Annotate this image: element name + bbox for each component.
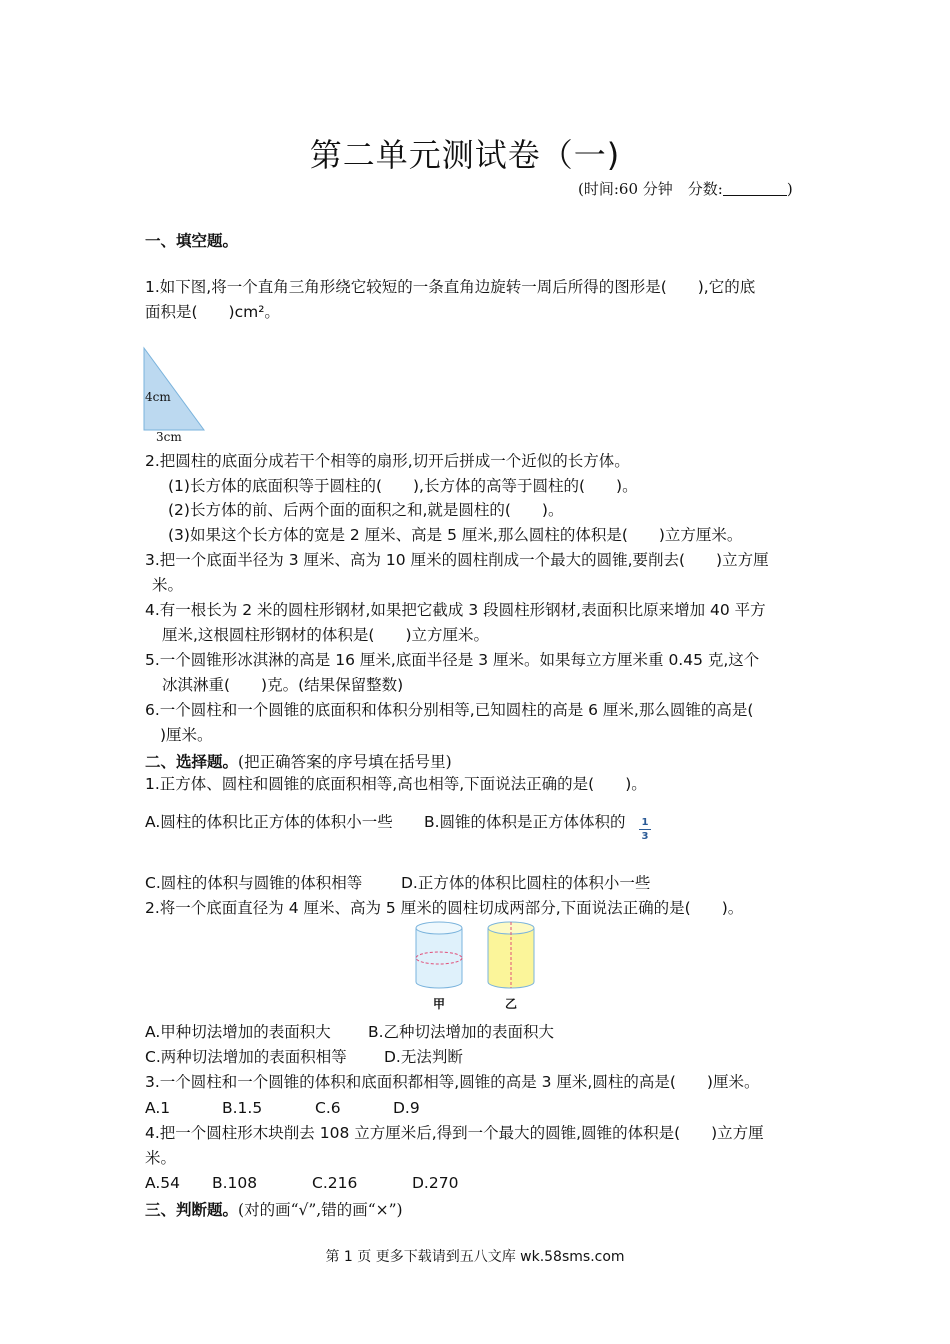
s1-q5-line1: 5.一个圆锥形冰淇淋的高是 16 厘米,底面半径是 3 厘米。如果每立方厘米重 0.45 克,这个 xyxy=(145,651,760,669)
s2-q3: 3.一个圆柱和一个圆锥的体积和底面积都相等,圆锥的高是 3 厘米,圆柱的高是( )厘米。 xyxy=(145,1073,760,1091)
s1-q1-line1: 1.如下图,将一个直角三角形绕它较短的一条直角边旋转一周后所得的图形是( ),它的底 xyxy=(145,278,756,296)
s2-q2-option-c: C.两种切法增加的表面积相等 xyxy=(145,1048,347,1066)
score-blank xyxy=(723,181,787,196)
s2-q1: 1.正方体、圆柱和圆锥的底面积相等,高也相等,下面说法正确的是( )。 xyxy=(145,775,647,793)
s2-q2-option-a: A.甲种切法增加的表面积大 xyxy=(145,1023,331,1041)
cylinder-a xyxy=(416,922,462,988)
s2-q3-option-c: C.6 xyxy=(315,1099,341,1117)
cylinder-b-label: 乙 xyxy=(505,997,518,1011)
s1-q2-sub1: (1)长方体的底面积等于圆柱的( ),长方体的高等于圆柱的( )。 xyxy=(168,477,638,495)
triangle-height-label: 4cm xyxy=(145,390,171,404)
s1-q2-sub2: (2)长方体的前、后两个面的面积之和,就是圆柱的( )。 xyxy=(168,501,564,519)
s1-q3-line1: 3.把一个底面半径为 3 厘米、高为 10 厘米的圆柱削成一个最大的圆锥,要削去( )立方厘 xyxy=(145,551,769,569)
s2-q4-option-d: D.270 xyxy=(412,1174,459,1192)
triangle-base-label: 3cm xyxy=(156,430,182,444)
time-score-line xyxy=(578,178,793,199)
section-3-title: 三、判断题。 xyxy=(145,1201,239,1219)
right-triangle-shape xyxy=(144,348,204,430)
section-3-heading xyxy=(145,1198,403,1220)
s1-q2-line1: 2.把圆柱的底面分成若干个相等的扇形,切开后拼成一个近似的长方体。 xyxy=(145,452,630,470)
cylinder-a-label: 甲 xyxy=(433,997,446,1011)
s1-q4-line2: 厘米,这根圆柱形钢材的体积是( )立方厘米。 xyxy=(162,626,490,644)
s1-q4-line1: 4.有一根长为 2 米的圆柱形钢材,如果把它截成 3 段圆柱形钢材,表面积比原来增加 40 平方 xyxy=(145,601,766,619)
s2-q1-option-c: C.圆柱的体积与圆锥的体积相等 xyxy=(145,874,363,892)
page-title: 第二单元测试卷（一) xyxy=(309,136,621,174)
s2-q3-option-a: A.1 xyxy=(145,1099,171,1117)
s2-q3-option-d: D.9 xyxy=(393,1099,420,1117)
s1-q2-sub3: (3)如果这个长方体的宽是 2 厘米、高是 5 厘米,那么圆柱的体积是( )立方厘米。 xyxy=(168,526,743,544)
section-3-note: (对的画“√”,错的画“×”) xyxy=(238,1201,403,1219)
meta-prefix: (时间:60 分钟 分数: xyxy=(578,180,723,198)
right-triangle-figure xyxy=(140,344,210,434)
s2-q4-option-c: C.216 xyxy=(312,1174,358,1192)
s2-q4-option-a: A.54 xyxy=(145,1174,180,1192)
fraction-bar xyxy=(639,829,651,830)
s1-q1-line2: 面积是( )cm²。 xyxy=(145,303,280,321)
s2-q3-option-b: B.1.5 xyxy=(222,1099,263,1117)
s2-q4-option-b: B.108 xyxy=(212,1174,258,1192)
s1-q6-line1: 6.一个圆柱和一个圆锥的底面积和体积分别相等,已知圆柱的高是 6 厘米,那么圆锥的高是( xyxy=(145,701,754,719)
fraction-numerator: 1 xyxy=(641,817,649,828)
s2-q4-line1: 4.把一个圆柱形木块削去 108 立方厘米后,得到一个最大的圆锥,圆锥的体积是( )立方厘 xyxy=(145,1124,764,1142)
s1-q5-line2: 冰淇淋重( )克。(结果保留整数) xyxy=(162,676,404,694)
cylinder-b xyxy=(488,922,534,988)
s2-q4-line2: 米。 xyxy=(145,1149,177,1167)
s2-q1-option-a: A.圆柱的体积比正方体的体积小一些 xyxy=(145,813,393,831)
meta-suffix: ) xyxy=(786,180,793,198)
section-2-heading xyxy=(145,750,452,772)
s2-q1-option-d: D.正方体的体积比圆柱的体积小一些 xyxy=(401,874,651,892)
s1-q6-line2: )厘米。 xyxy=(160,726,213,744)
s1-q3-line2: 米。 xyxy=(152,576,184,594)
page-footer: 第 1 页 更多下载请到五八文库 wk.58sms.com xyxy=(325,1249,625,1265)
one-third-fraction xyxy=(639,817,651,842)
s2-q1-option-b: B.圆锥的体积是正方体体积的 xyxy=(424,813,626,831)
section-1-heading: 一、填空题。 xyxy=(145,232,239,250)
s2-q2-option-d: D.无法判断 xyxy=(384,1048,463,1066)
s2-q2: 2.将一个底面直径为 4 厘米、高为 5 厘米的圆柱切成两部分,下面说法正确的是( )。 xyxy=(145,899,744,917)
section-2-title: 二、选择题。 xyxy=(145,753,239,771)
fraction-denominator: 3 xyxy=(641,831,649,842)
cylinders-figure xyxy=(410,918,540,998)
s2-q2-option-b: B.乙种切法增加的表面积大 xyxy=(368,1023,555,1041)
section-2-note: (把正确答案的序号填在括号里) xyxy=(238,753,452,771)
